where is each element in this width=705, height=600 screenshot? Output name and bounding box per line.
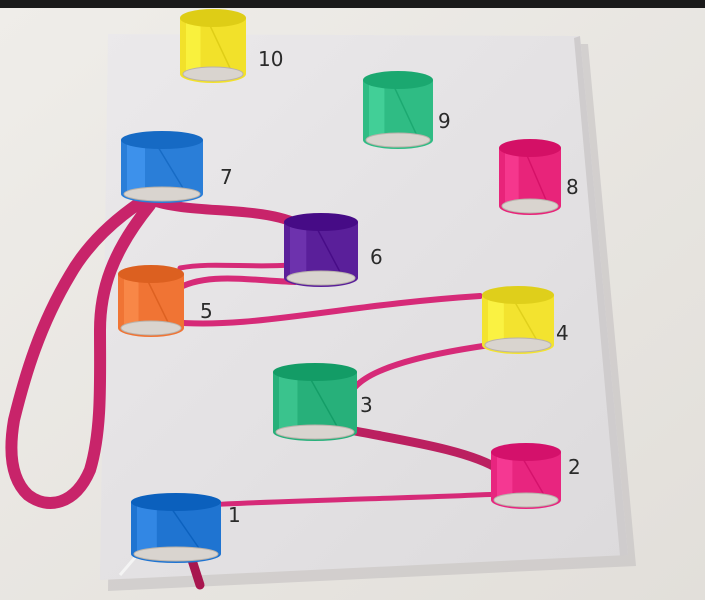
- roll-opening: [124, 187, 200, 201]
- roll-number-7: 7: [220, 165, 233, 189]
- roll-highlight: [505, 148, 519, 206]
- roll-opening: [121, 321, 181, 335]
- roll-opening: [494, 493, 558, 507]
- roll-highlight: [369, 80, 384, 140]
- roll-rim: [491, 443, 561, 461]
- roll-opening: [485, 338, 551, 352]
- roll-number-5: 5: [200, 299, 213, 323]
- roll-highlight: [290, 222, 306, 278]
- roll-number-8: 8: [566, 175, 579, 199]
- roll-rim: [131, 493, 221, 511]
- roll-rim: [499, 139, 561, 157]
- roll-opening: [502, 199, 558, 213]
- roll-number-6: 6: [370, 245, 383, 269]
- roll-rim: [180, 9, 246, 27]
- roll-number-9: 9: [438, 109, 451, 133]
- roll-rim: [118, 265, 184, 283]
- roll-highlight: [127, 140, 145, 194]
- roll-highlight: [124, 274, 139, 328]
- roll-opening: [366, 133, 430, 147]
- roll-opening: [134, 547, 218, 561]
- roll-opening: [183, 67, 243, 81]
- roll-rim: [273, 363, 357, 381]
- roll-number-2: 2: [568, 455, 581, 479]
- roll-number-4: 4: [556, 321, 569, 345]
- roll-opening: [287, 271, 355, 285]
- roll-rim: [363, 71, 433, 89]
- top-border: [0, 0, 705, 8]
- roll-rim: [284, 213, 358, 231]
- roll-rim: [121, 131, 203, 149]
- roll-number-1: 1: [228, 503, 241, 527]
- roll-number-10: 10: [258, 47, 284, 71]
- roll-highlight: [186, 18, 201, 74]
- roll-opening: [276, 425, 354, 439]
- roll-highlight: [279, 372, 297, 432]
- roll-number-3: 3: [360, 393, 373, 417]
- roll-rim: [482, 286, 554, 304]
